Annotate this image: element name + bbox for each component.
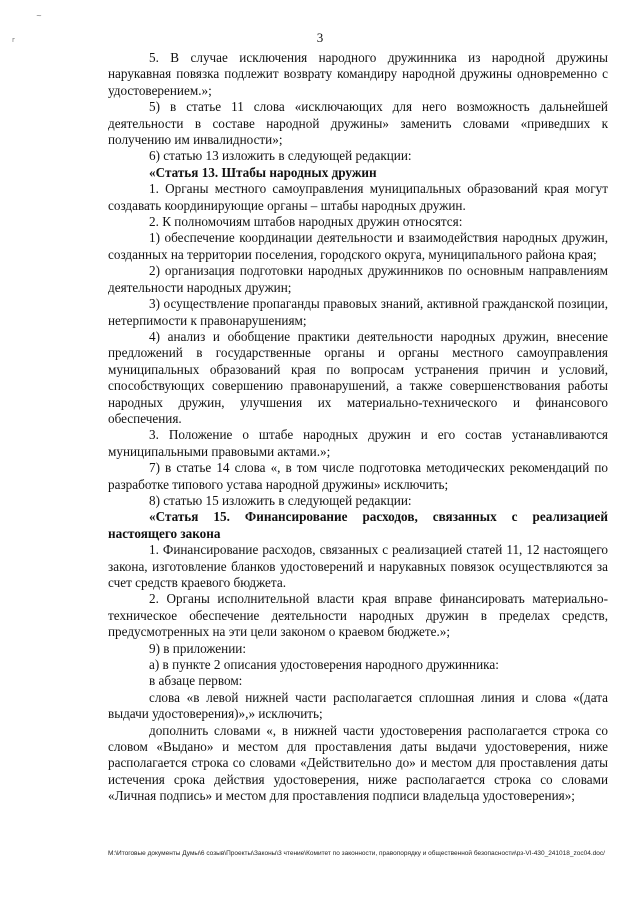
paragraph: 3. Положение о штабе народных дружин и его состав устанавливаются муниципальными правовыми актами.»; bbox=[108, 427, 608, 459]
paragraph: 2. Органы исполнительной власти края вправе финансировать материально-техническое обеспечение деятельности народных дружин в пределах средств, предусмотренных на эти цели законом о краевом бюджете.»; bbox=[108, 591, 608, 640]
paragraph: 4) анализ и обобщение практики деятельности народных дружин, внесение предложений в государственные органы и органы местного самоуправления муниципальных образований края по вопросам устранения причин и условий, способствующих совершению правонарушений, а также совершенствования работы народных дружин, улучшения их материально-технического и финансового обеспечения. bbox=[108, 328, 608, 426]
page-number: 3 bbox=[316, 30, 324, 45]
scan-artifact-mark: ~ bbox=[36, 12, 42, 20]
paragraph: 8) статью 15 изложить в следующей редакции: bbox=[149, 492, 412, 508]
paragraph: 5. В случае исключения народного дружинника из народной дружины нарукавная повязка подлежит возврату командиру народной дружины одновременно с удостоверением.»; bbox=[108, 50, 608, 98]
article-heading: «Статья 13. Штабы народных дружин bbox=[149, 164, 377, 180]
document-file-path: M:\Итоговые документы Думы\6 созыв\Проекты\Законы\3 чтение\Комитет по законности, правопорядку и общественной безопасности\рз-VI-430_241018_zoc04.doc/ bbox=[108, 850, 605, 857]
paragraph: 9) в приложении: bbox=[149, 640, 246, 656]
scan-artifact-mark: r bbox=[12, 36, 15, 44]
paragraph: 1. Финансирование расходов, связанных с реализацией статей 11, 12 настоящего закона, изготовление бланков удостоверений и нарукавных повязок осуществляются за счет средств краевого бюджета. bbox=[108, 542, 608, 590]
paragraph: 2. К полномочиям штабов народных дружин относятся: bbox=[149, 214, 463, 230]
paragraph: 7) в статье 14 слова «, в том числе подготовка методических рекомендаций по разработке типового устава народной дружины» исключить; bbox=[108, 460, 608, 492]
paragraph: 3) осуществление пропаганды правовых знаний, активной гражданской позиции, нетерпимости к правонарушениям; bbox=[108, 296, 608, 328]
paragraph: а) в пункте 2 описания удостоверения народного дружинника: bbox=[149, 657, 499, 673]
paragraph: слова «в левой нижней части располагается сплошная линия и слова «(дата выдачи удостоверения)»,» исключить; bbox=[108, 689, 608, 722]
paragraph: 1) обеспечение координации деятельности и взаимодействия народных дружин, созданных на территории поселения, городского округа, муниципального района края; bbox=[108, 230, 608, 262]
article-heading: «Статья 15. Финансирование расходов, связанных с реализацией настоящего закона bbox=[108, 509, 608, 541]
document-body bbox=[108, 50, 608, 805]
paragraph: 2) организация подготовки народных дружинников по основным направлениям деятельности народных дружин; bbox=[108, 263, 608, 295]
paragraph: 5) в статье 11 слова «исключающих для него возможность дальнейшей деятельности в составе народной дружины» заменить словами «приведших к получению им инвалидности»; bbox=[108, 99, 608, 148]
paragraph: в абзаце первом: bbox=[149, 673, 243, 689]
paragraph: 6) статью 13 изложить в следующей редакции: bbox=[149, 148, 412, 164]
paragraph: 1. Органы местного самоуправления муниципальных образований края могут создавать координирующие органы – штабы народных дружин. bbox=[108, 181, 608, 213]
paragraph: дополнить словами «, в нижней части удостоверения располагается строка со словом «Выдано» и местом для проставления даты выдачи удостоверения, ниже располагается строка со словами «Действительно до» и местом для проставления даты истечения срока действия удостоверения, ниже располагается строка со словами «Личная подпись» и местом для проставления подписи владельца удостоверения»; bbox=[108, 722, 608, 804]
